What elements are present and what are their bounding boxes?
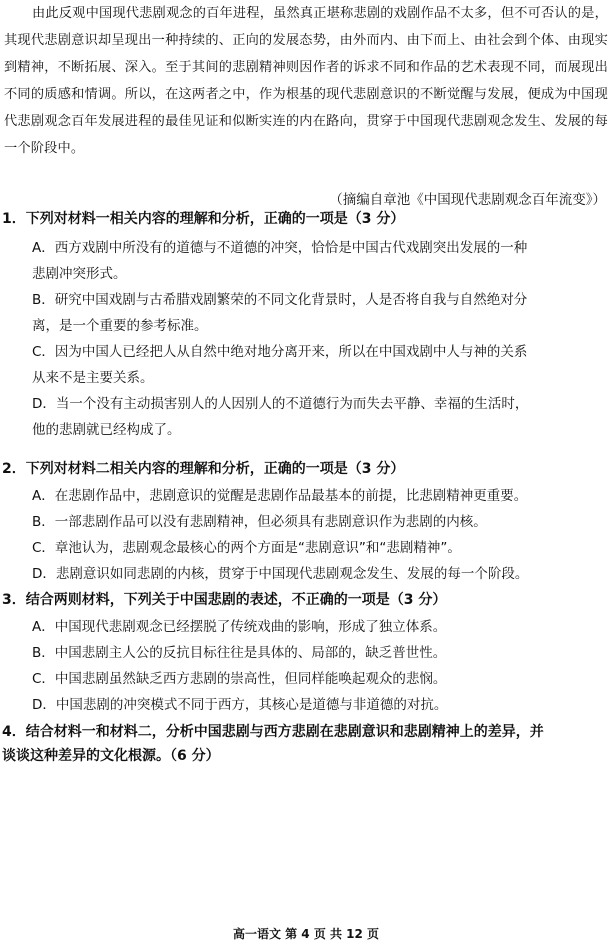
question-3 bbox=[2, 588, 608, 718]
question-3-option-b: B．中国悲剧主人公的反抗目标往往是具体的、局部的，缺乏普世性。 bbox=[32, 645, 447, 661]
question-3-stem: 3．结合两则材料，下列关于中国悲剧的表述，不正确的一项是（3 分） bbox=[2, 592, 447, 608]
question-3-option-a: A．中国现代悲剧观念已经摆脱了传统戏曲的影响，形成了独立体系。 bbox=[32, 619, 447, 635]
question-4-stem: 4．结合材料一和材料二，分析中国悲剧与西方悲剧在悲剧意识和悲剧精神上的差异，并 bbox=[2, 724, 544, 740]
question-2-option-a: A．在悲剧作品中，悲剧意识的觉醒是悲剧作品最基本的前提，比悲剧精神更重要。 bbox=[32, 488, 528, 504]
question-1-option-d-cont: 他的悲剧就已经构成了。 bbox=[32, 422, 181, 438]
reading-passage: 由此反观中国现代悲剧观念的百年进程，虽然真正堪称悲剧的戏剧作品不太多，但不可否认的是，其现代悲剧意识却呈现出一种持续的、正向的发展态势，由外而内、由下而上、由社会到个体、由现实到精神，不断拓展、深入。至于其间的悲剧精神则因作者的诉求不同和作品的艺术表现不同，而展现出不同的质感和情调。所以，在这两者之中，作为根基的现代悲剧意识的不断觉醒与发展，便成为中国现代悲剧观念百年发展进程的最佳见证和似断实连的内在路向，贯穿于中国现代悲剧观念发生、发展的每一个阶段中。 bbox=[4, 6, 608, 156]
page-footer: 高一语文 第 4 页 共 12 页 bbox=[232, 927, 380, 941]
question-4 bbox=[2, 720, 608, 768]
question-2-option-c: C．章池认为，悲剧观念最核心的两个方面是“悲剧意识”和“悲剧精神”。 bbox=[32, 540, 461, 556]
question-1-option-c-cont: 从来不是主要关系。 bbox=[32, 370, 154, 386]
question-1-option-c: C．因为中国人已经把人从自然中绝对地分离开来，所以在中国戏剧中人与神的关系 bbox=[32, 344, 528, 360]
question-2-option-d: D．悲剧意识如同悲剧的内核，贯穿于中国现代悲剧观念发生、发展的每一个阶段。 bbox=[32, 566, 529, 582]
question-1 bbox=[2, 207, 608, 443]
question-1-stem: 1．下列对材料一相关内容的理解和分析，正确的一项是（3 分） bbox=[2, 211, 405, 227]
question-1-option-b-cont: 离，是一个重要的参考标准。 bbox=[32, 318, 208, 334]
question-2-option-b: B．一部悲剧作品可以没有悲剧精神，但必须具有悲剧意识作为悲剧的内核。 bbox=[32, 514, 487, 530]
question-3-option-c: C．中国悲剧虽然缺乏西方悲剧的崇高性，但同样能唤起观众的悲悯。 bbox=[32, 671, 447, 687]
question-1-option-a: A．西方戏剧中所没有的道德与不道德的冲突，恰恰是中国古代戏剧突出发展的一种 bbox=[32, 240, 528, 256]
question-4-stem-cont: 谈谈这种差异的文化根源。（6 分） bbox=[2, 748, 220, 764]
source-citation: （摘编自章池《中国现代悲剧观念百年流变》） bbox=[329, 192, 606, 208]
question-1-option-d: D．当一个没有主动损害别人的人因别人的不道德行为而失去平静、幸福的生活时， bbox=[32, 396, 529, 412]
question-1-option-b: B．研究中国戏剧与古希腊戏剧繁荣的不同文化背景时，人是否将自我与自然绝对分 bbox=[32, 292, 528, 308]
question-2 bbox=[2, 457, 608, 587]
question-2-stem: 2．下列对材料二相关内容的理解和分析，正确的一项是（3 分） bbox=[2, 461, 405, 477]
question-1-option-a-cont: 悲剧冲突形式。 bbox=[32, 266, 127, 282]
question-3-option-d: D．中国悲剧的冲突模式不同于西方，其核心是道德与非道德的对抗。 bbox=[32, 697, 448, 713]
